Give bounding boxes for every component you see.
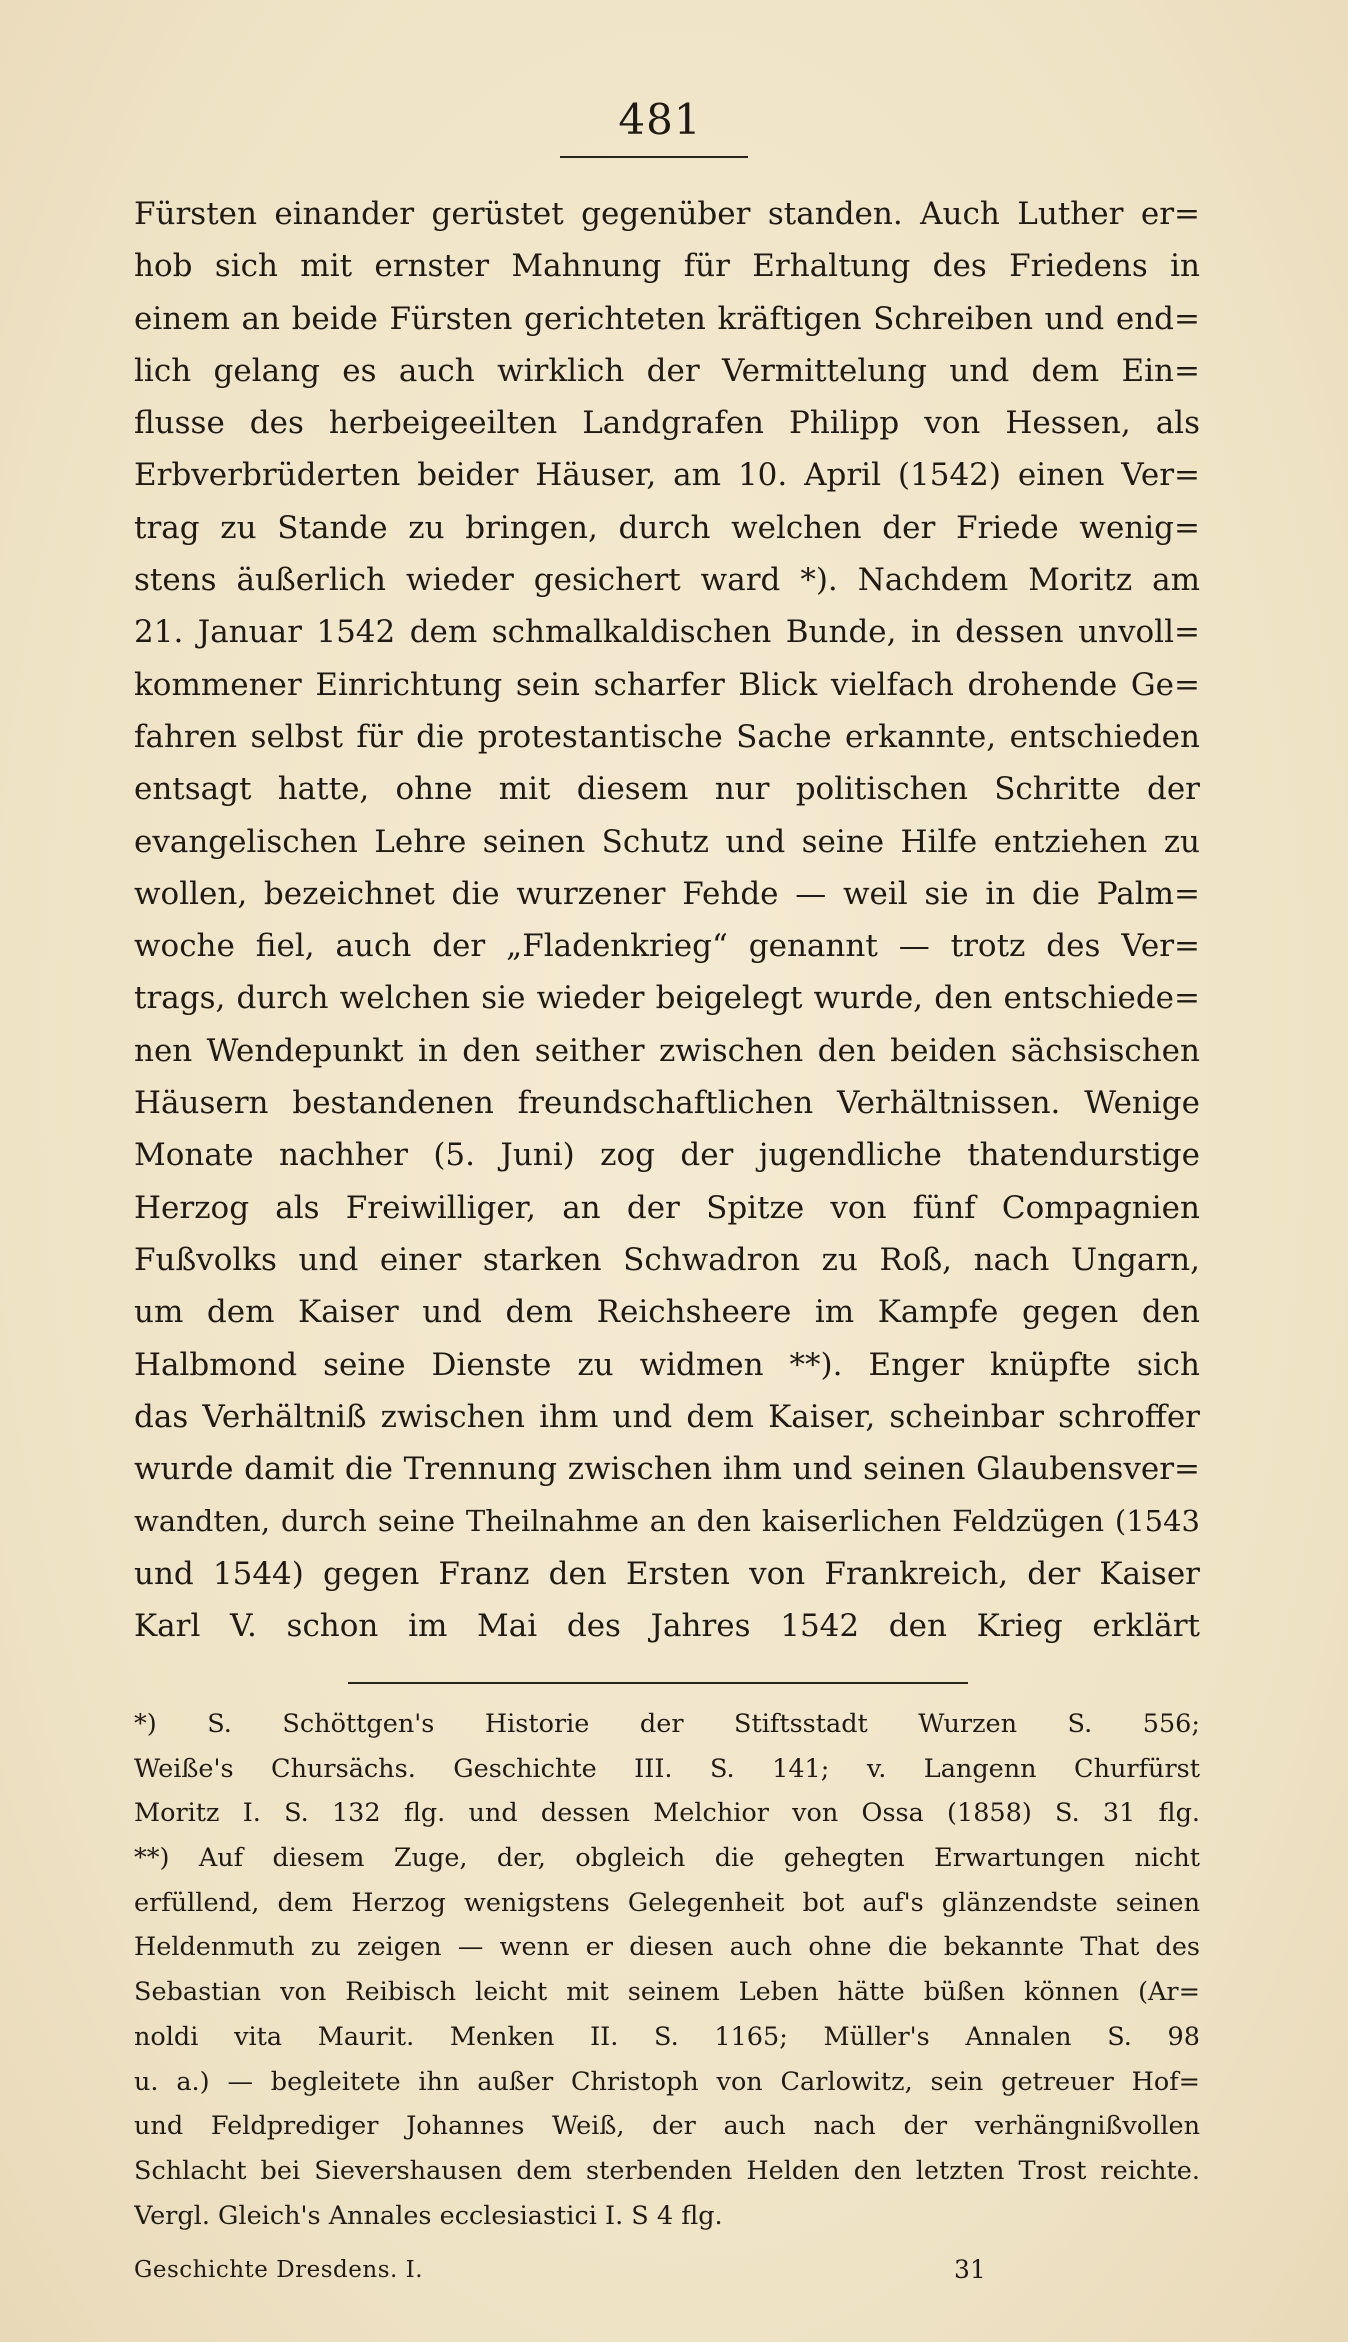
text-line: Halbmond seine Dienste zu widmen **). Enger knüpfte sich xyxy=(134,1346,1200,1383)
signature-title: Geschichte Dresdens. I. xyxy=(134,2257,424,2283)
footnote-line: Sebastian von Reibisch leicht mit seinem Leben hätte büßen können (Ar= xyxy=(134,1977,1200,2008)
footnote-line: Moritz I. S. 132 flg. und dessen Melchior von Ossa (1858) S. 31 flg. xyxy=(134,1798,1200,1829)
footnote-line: Vergl. Gleich's Annales ecclesiastici I. S 4 flg. xyxy=(134,2200,723,2231)
text-line: Erbverbrüderten beider Häuser, am 10. April (1542) einen Ver= xyxy=(134,457,1200,494)
footnote-line: Schlacht bei Sievershausen dem sterbenden Helden den letzten Trost reichte. xyxy=(134,2155,1200,2186)
footnote-line: Weiße's Chursächs. Geschichte III. S. 141; v. Langenn Churfürst xyxy=(134,1753,1200,1784)
text-line: entsagt hatte, ohne mit diesem nur politischen Schritte der xyxy=(134,771,1200,808)
footnote-line: *) S. Schöttgen's Historie der Stiftsstadt Wurzen S. 556; xyxy=(134,1709,1200,1739)
text-line: wandten, durch seine Theilnahme an den kaiserlichen Feldzügen (1543 xyxy=(134,1504,1200,1539)
text-line: wollen, bezeichnet die wurzener Fehde — weil sie in die Palm= xyxy=(134,875,1200,912)
footnote-rule xyxy=(348,1682,968,1684)
text-line: Fußvolks und einer starken Schwadron zu Roß, nach Ungarn, xyxy=(134,1241,1200,1278)
sheet-number: 31 xyxy=(954,2255,986,2284)
text-line: lich gelang es auch wirklich der Vermittelung und dem Ein= xyxy=(134,352,1200,389)
header-rule xyxy=(560,156,748,158)
text-line: stens äußerlich wieder gesichert ward *). Nachdem Moritz am xyxy=(134,562,1200,599)
text-line: evangelischen Lehre seinen Schutz und seine Hilfe entziehen zu xyxy=(134,823,1200,860)
footnote-line: Heldenmuth zu zeigen — wenn er diesen auch ohne die bekannte That des xyxy=(134,1932,1200,1963)
footnote-line: u. a.) — begleitete ihn außer Christoph von Carlowitz, sein getreuer Hof= xyxy=(134,2066,1200,2097)
text-line: Herzog als Freiwilliger, an der Spitze von fünf Compagnien xyxy=(134,1189,1200,1226)
text-line: kommener Einrichtung sein scharfer Blick vielfach drohende Ge= xyxy=(134,666,1200,703)
text-line: wurde damit die Trennung zwischen ihm und seinen Glaubensver= xyxy=(134,1451,1200,1488)
page-number: 481 xyxy=(618,95,702,144)
text-line: das Verhältniß zwischen ihm und dem Kaiser, scheinbar schroffer xyxy=(134,1398,1200,1435)
text-line: einem an beide Fürsten gerichteten kräftigen Schreiben und end= xyxy=(134,300,1200,337)
main-text xyxy=(134,188,1200,1652)
text-line: 21. Januar 1542 dem schmalkaldischen Bunde, in dessen unvoll= xyxy=(134,614,1200,651)
text-line: trag zu Stande zu bringen, durch welchen der Friede wenig= xyxy=(134,509,1200,546)
text-line: Fürsten einander gerüstet gegenüber standen. Auch Luther er= xyxy=(134,196,1200,232)
footnote-line: **) Auf diesem Zuge, der, obgleich die gehegten Erwartungen nicht xyxy=(134,1843,1200,1874)
text-line: flusse des herbeigeeilten Landgrafen Philipp von Hessen, als xyxy=(134,405,1200,442)
text-line: fahren selbst für die protestantische Sache erkannte, entschieden xyxy=(134,718,1200,755)
text-line: nen Wendepunkt in den seither zwischen den beiden sächsischen xyxy=(134,1032,1200,1069)
text-line: Monate nachher (5. Juni) zog der jugendliche thatendurstige xyxy=(134,1137,1200,1174)
footnotes xyxy=(134,1702,1200,2238)
text-line: Karl V. schon im Mai des Jahres 1542 den Krieg erklärt xyxy=(134,1608,1200,1645)
footnote-line: noldi vita Maurit. Menken II. S. 1165; Müller's Annalen S. 98 xyxy=(134,2021,1200,2052)
footnote-line: und Feldprediger Johannes Weiß, der auch nach der verhängnißvollen xyxy=(134,2111,1200,2142)
printer-signature xyxy=(134,2250,1200,2290)
text-line: hob sich mit ernster Mahnung für Erhaltung des Friedens in xyxy=(134,248,1200,285)
text-line: trags, durch welchen sie wieder beigelegt wurde, den entschiede= xyxy=(134,980,1200,1017)
text-line: Häusern bestandenen freundschaftlichen Verhältnissen. Wenige xyxy=(134,1085,1200,1122)
footnote-line: erfüllend, dem Herzog wenigstens Gelegenheit bot auf's glänzendste seinen xyxy=(134,1887,1200,1918)
text-line: und 1544) gegen Franz den Ersten von Frankreich, der Kaiser xyxy=(134,1555,1200,1592)
text-line: um dem Kaiser und dem Reichsheere im Kampfe gegen den xyxy=(134,1294,1200,1331)
text-line: woche fiel, auch der „Fladenkrieg“ genannt — trotz des Ver= xyxy=(134,928,1200,965)
